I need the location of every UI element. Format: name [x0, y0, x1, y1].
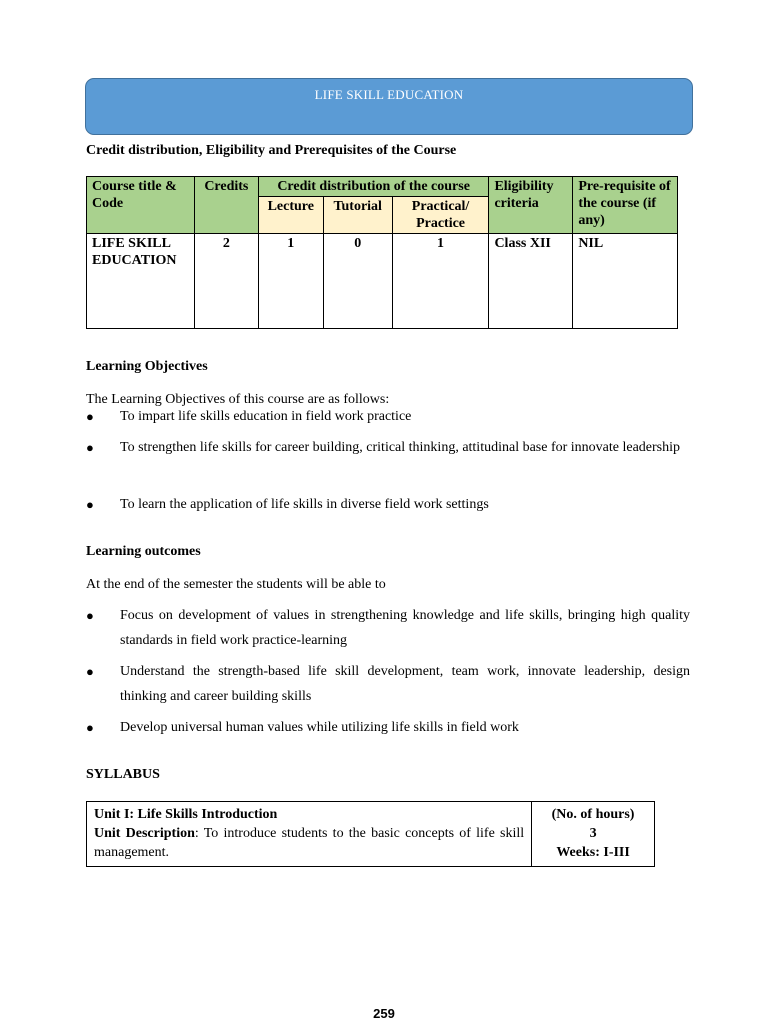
bullet-icon: ●: [86, 608, 94, 623]
bullet-icon: ●: [86, 440, 94, 455]
list-item: [86, 659, 690, 709]
cell-tutorial: 0: [323, 234, 392, 329]
cell-credits: 2: [194, 234, 258, 329]
list-item: [86, 492, 690, 517]
hours-label: (No. of hours): [551, 807, 635, 822]
credit-distribution-table: [86, 176, 678, 329]
hours-cell: [532, 802, 655, 867]
list-item-text: To impart life skills education in field work practice: [120, 409, 412, 424]
cell-course-title: LIFE SKILL EDUCATION: [87, 234, 195, 329]
bullet-icon: ●: [86, 497, 94, 512]
list-item: [86, 603, 690, 653]
learning-outcomes-intro: At the end of the semester the students will be able to: [86, 577, 386, 592]
hours-value: 3: [589, 826, 597, 841]
table-row: [87, 234, 678, 329]
cell-prerequisite: NIL: [573, 234, 678, 329]
cell-practical: 1: [392, 234, 489, 329]
list-item: [86, 715, 690, 740]
unit-description-label: Unit Description: [94, 826, 195, 841]
table-header-row: [87, 177, 678, 197]
unit-title: Unit I: Life Skills Introduction: [94, 807, 278, 822]
unit-description: [94, 824, 524, 862]
header-prerequisite: Pre-requisite of the course (if any): [573, 177, 678, 234]
learning-outcomes-heading: Learning outcomes: [86, 544, 201, 559]
bullet-icon: ●: [86, 409, 94, 424]
cell-lecture: 1: [258, 234, 323, 329]
list-item-text: To strengthen life skills for career building, critical thinking, attitudinal base for innovate leadership: [120, 440, 681, 455]
header-practical: Practical/ Practice: [392, 197, 489, 234]
header-eligibility: Eligibility criteria: [489, 177, 573, 234]
bullet-icon: ●: [86, 720, 94, 735]
unit-description-text: : To introduce students to the basic concepts of life skill management.: [94, 826, 525, 860]
table-row: [87, 802, 655, 867]
learning-objectives-heading: Learning Objectives: [86, 359, 208, 374]
learning-objectives-intro: The Learning Objectives of this course are as follows:: [86, 392, 390, 407]
list-item-text: Develop universal human values while utilizing life skills in field work: [120, 720, 519, 735]
header-lecture: Lecture: [258, 197, 323, 234]
cell-eligibility: Class XII: [489, 234, 573, 329]
page-number: 259: [373, 1006, 395, 1021]
weeks-label: Weeks: I-III: [556, 845, 630, 860]
list-item-text: Focus on development of values in strengthening knowledge and life skills, bringing high quality standards in field work practice-learning: [120, 608, 690, 648]
bullet-icon: ●: [86, 664, 94, 679]
credit-section-heading: Credit distribution, Eligibility and Prerequisites of the Course: [86, 143, 457, 158]
section-banner: [85, 78, 693, 135]
syllabus-heading: SYLLABUS: [86, 767, 160, 782]
list-item: [86, 435, 690, 460]
unit-cell: [87, 802, 532, 867]
list-item: [86, 404, 690, 429]
list-item-text: To learn the application of life skills in diverse field work settings: [120, 497, 489, 512]
header-credits: Credits: [194, 177, 258, 234]
header-tutorial: Tutorial: [323, 197, 392, 234]
header-credit-distribution: Credit distribution of the course: [258, 177, 489, 197]
syllabus-unit-table: [86, 801, 655, 867]
list-item-text: Understand the strength-based life skill development, team work, innovate leadership, design thinking and career building skills: [120, 664, 690, 704]
header-course-title: Course title & Code: [87, 177, 195, 234]
banner-title: LIFE SKILL EDUCATION: [314, 87, 464, 102]
